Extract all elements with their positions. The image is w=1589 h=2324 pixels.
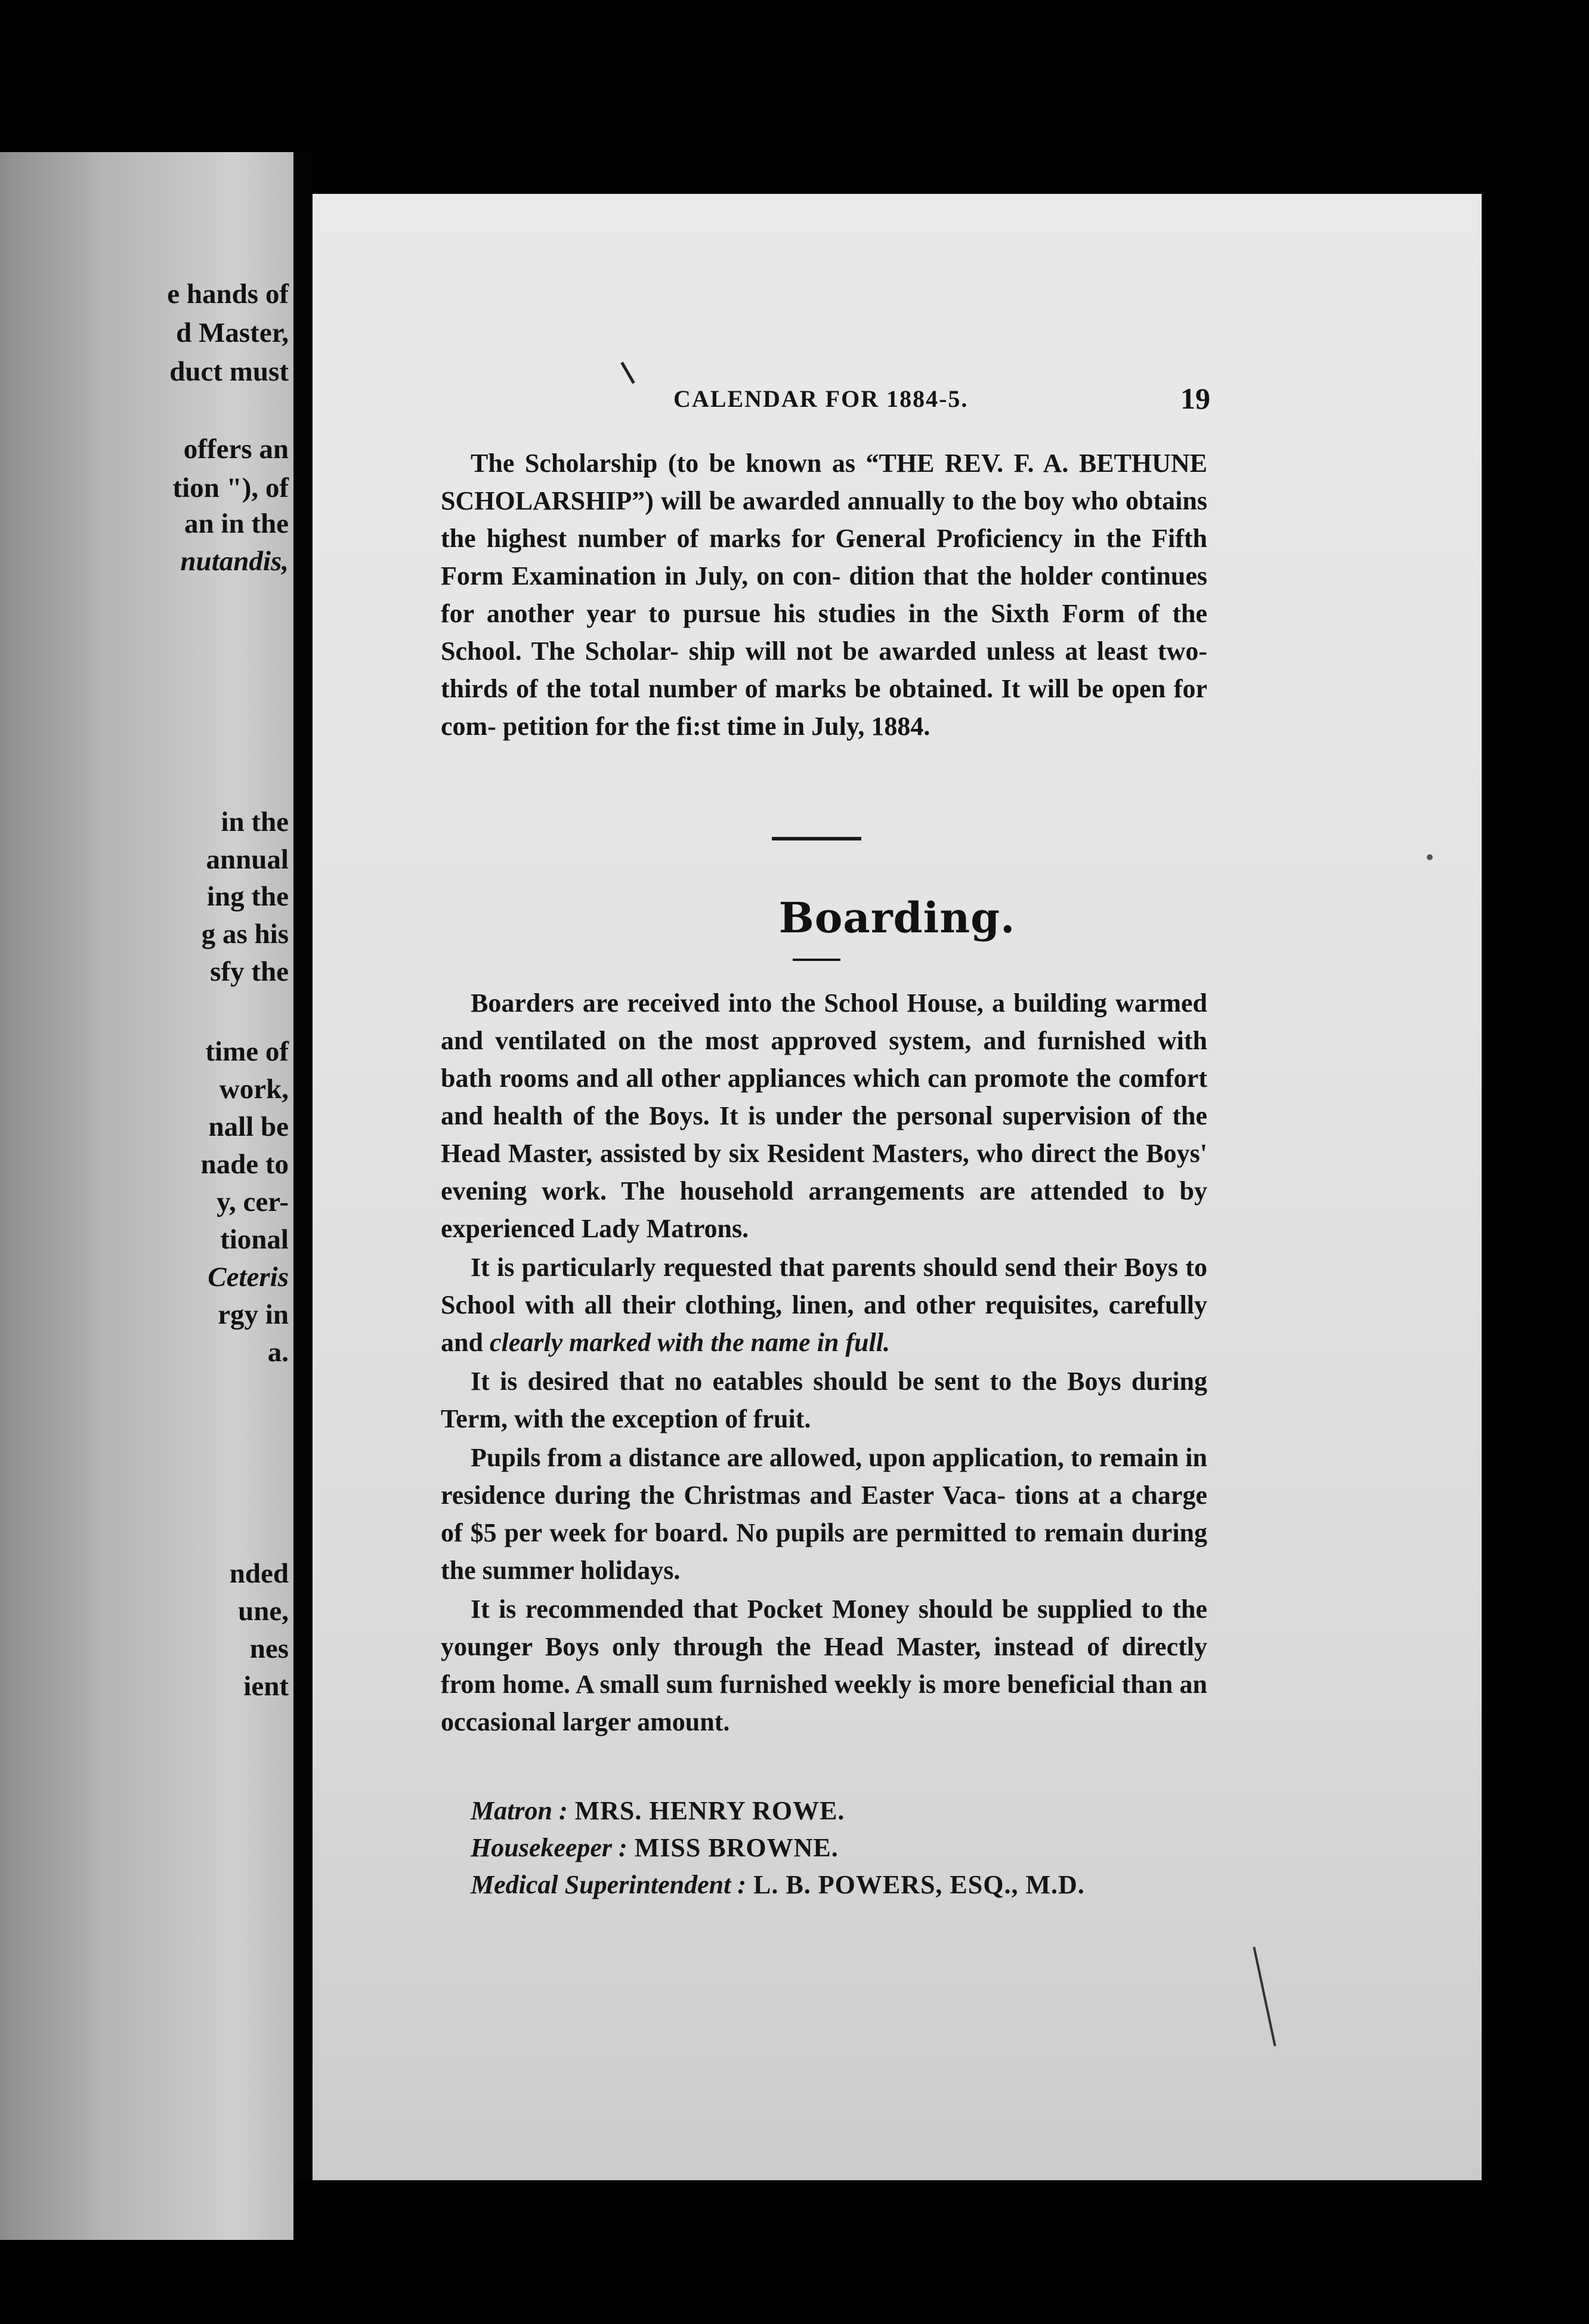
officer-role: Medical Superintendent :	[471, 1870, 747, 1899]
officer-role: Matron :	[471, 1796, 568, 1825]
boarding-paragraph	[441, 1590, 1207, 1741]
text-line: petition for the fi:st time in July, 1884.	[502, 712, 930, 741]
officer-name: L. B. POWERS, ESQ., M.D.	[746, 1870, 1085, 1899]
running-head	[673, 382, 1210, 421]
officer-role: Housekeeper :	[471, 1833, 627, 1862]
text-line: It is recommended that Pocket Money should be supplied	[471, 1594, 1133, 1624]
text-line: boy who obtains the highest number of marks for General	[441, 486, 1207, 553]
officer-line	[471, 1793, 1085, 1829]
left-page-line: une,	[238, 1596, 289, 1627]
page-gutter	[293, 152, 313, 2180]
boarding-paragraph	[441, 1439, 1207, 1589]
left-page-line: an in the	[184, 508, 289, 539]
left-page-line: rgy in	[218, 1299, 289, 1330]
text-line: the personal supervision of the Head Master, assisted by six	[441, 1101, 1207, 1168]
left-page-line: in the	[221, 806, 289, 837]
left-page-line: sfy the	[210, 956, 289, 987]
left-page-line: a.	[267, 1337, 289, 1368]
text-line: remain in residence during the Christmas and Easter Vaca-	[441, 1443, 1208, 1510]
running-title: CALENDAR FOR 1884-5.	[673, 385, 969, 412]
left-page-line: nded	[229, 1558, 289, 1589]
page-number: 19	[1180, 382, 1210, 415]
text-line: promote the comfort and health of the Boys. It is under	[441, 1064, 1207, 1130]
text-line: tions at a charge of $5 per week for board. No pupils are	[441, 1481, 1207, 1547]
boarding-paragraph	[441, 1248, 1207, 1361]
emphasis-text: clearly marked with the name in full.	[489, 1328, 890, 1357]
left-page-line: y, cer-	[217, 1186, 289, 1217]
text-line: to the younger Boys only through the Head Master, instead	[441, 1594, 1207, 1661]
scan-mark	[1427, 854, 1433, 860]
left-page-line: duct must	[169, 356, 289, 387]
scholarship-text	[441, 444, 1207, 745]
left-page-line: e hands of	[167, 279, 289, 310]
text-line: It is particularly requested that parents should send their	[471, 1253, 1117, 1282]
text-line: warmed and ventilated on the most approved system, and	[441, 988, 1207, 1055]
text-line: during Term, with the exception of fruit.	[441, 1367, 1208, 1433]
left-page-line: ing the	[206, 881, 289, 912]
officer-line	[471, 1829, 1085, 1866]
left-page-line: d Master,	[176, 317, 289, 348]
text-line: permitted to remain during the summer holidays.	[441, 1518, 1208, 1585]
text-line: Boys to School with all their clothing, linen, and other	[441, 1253, 1207, 1319]
left-page-line: time of	[205, 1036, 289, 1067]
text-line: his studies in the Sixth Form of the School. The Scholar-	[441, 599, 1207, 666]
text-line: The Scholarship (to be known as “THE REV. F. A.	[471, 449, 1069, 478]
left-page-line: tion "), of	[172, 472, 289, 503]
left-page-line: nutandis,	[180, 546, 289, 577]
text-line: total number of marks be obtained. It will be open for com-	[441, 674, 1208, 741]
text-line: Pupils from a distance are allowed, upon application, to	[471, 1443, 1093, 1472]
right-page	[313, 194, 1482, 2180]
text-line: ship will not be awarded unless at least two-thirds of the	[441, 636, 1208, 703]
text-line: household arrangements are attended to by experienced Lady	[441, 1176, 1207, 1243]
section-separator	[772, 837, 861, 840]
officers-list	[471, 1793, 1085, 1903]
boarding-body	[441, 984, 1207, 1741]
left-page-line: tional	[220, 1224, 289, 1255]
text-line: Matrons.	[646, 1214, 749, 1243]
officer-name: MRS. HENRY ROWE.	[567, 1796, 845, 1825]
left-page-line: nall be	[208, 1111, 289, 1142]
heading-underline	[793, 959, 840, 961]
text-line: It is desired that no eatables should be sent to the Boys	[471, 1367, 1121, 1396]
text-line: Resident Masters, who direct the Boys' evening work. The	[441, 1139, 1207, 1206]
officer-name: MISS BROWNE.	[627, 1833, 839, 1862]
boarding-paragraph	[441, 1362, 1207, 1438]
left-facing-page	[0, 152, 293, 2240]
left-page-line: g as his	[201, 919, 289, 950]
text-line: dition that the holder continues for another year to pursue	[441, 561, 1207, 628]
text-line: more beneficial than an occasional larger amount.	[441, 1670, 1207, 1736]
boarding-paragraph	[441, 984, 1207, 1247]
text-line: Proficiency in the Fifth Form Examination in July, on con-	[441, 524, 1207, 591]
scholarship-paragraph	[441, 444, 1207, 745]
section-heading-boarding: Boarding.	[778, 893, 1016, 942]
text-line: BETHUNE SCHOLARSHIP”) will be awarded annually to the	[441, 449, 1208, 515]
text-line: requisites, carefully and	[441, 1290, 1208, 1357]
text-line: of directly from home. A small sum furnished weekly is	[441, 1632, 1207, 1699]
left-page-line: nade to	[200, 1149, 289, 1180]
left-page-line: work,	[219, 1074, 289, 1105]
left-page-line: offers an	[183, 434, 289, 465]
officer-line	[471, 1866, 1085, 1903]
text-line: Boarders are received into the School House, a building	[471, 988, 1107, 1018]
text-line: furnished with bath rooms and all other appliances which can	[441, 1026, 1207, 1093]
left-page-line: ient	[243, 1671, 289, 1702]
left-page-line: annual	[206, 844, 289, 875]
left-page-line: Ceteris	[208, 1262, 289, 1293]
left-page-line: nes	[249, 1633, 289, 1664]
